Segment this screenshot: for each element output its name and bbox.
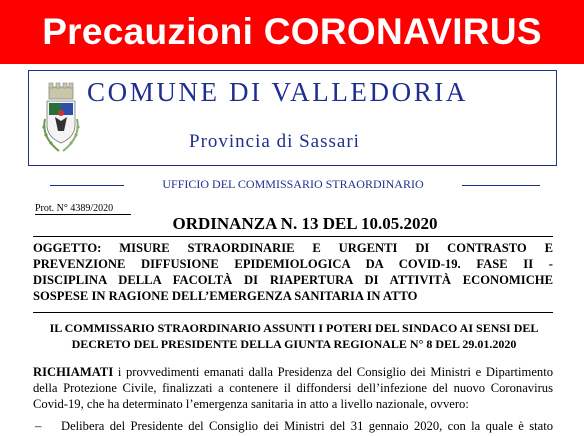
ordinance-title: ORDINANZA N. 13 DEL 10.05.2020: [172, 214, 438, 233]
paragraph-text: i provvedimenti emanati dalla Presidenza del Consiglio dei Ministri e Dipartimento: [113, 365, 553, 379]
commissioner-line: DECRETO DEL PRESIDENTE DELLA GIUNTA REGIONALE N° 8 DEL 29.01.2020: [71, 337, 517, 351]
list-dash: –: [35, 419, 42, 433]
provincia-name: Provincia di Sassari: [189, 131, 360, 152]
subject-line: SOSPESE IN RAGIONE DELL’EMERGENZA SANITARIA IN ATTO: [33, 289, 418, 303]
protocol-number: Prot. N° 4389/2020: [35, 203, 114, 214]
ufficio-title: UFFICIO DEL COMMISSARIO STRAORDINARIO: [162, 177, 424, 191]
coat-of-arms-icon: [37, 79, 85, 159]
protocol-underline: [35, 214, 131, 215]
paragraph-line: [33, 364, 553, 380]
ufficio-rule-right: [462, 185, 540, 186]
richiamati-paragraph: [33, 364, 553, 412]
richiamati-label: RICHIAMATI: [33, 365, 114, 379]
list-item-text: Delibera del Presidente del Consiglio dei Ministri del 31 gennaio 2020, con la quale è stato: [61, 419, 553, 433]
comune-name: COMUNE DI VALLEDORIA: [87, 77, 468, 107]
commissioner-heading: [40, 320, 548, 352]
paragraph-line: della Protezione Civile, finalizzati a contenere il diffondersi dell’infezione del nuovo Coronavirus: [33, 381, 553, 395]
banner-title: Precauzioni CORONAVIRUS: [42, 11, 542, 52]
subject-block: [33, 236, 553, 313]
commissioner-line: IL COMMISSARIO STRAORDINARIO ASSUNTI I POTERI DEL SINDACO AI SENSI DEL: [49, 321, 539, 335]
paragraph-line: Covid-19, che ha determinato l’emergenza sanitaria in atto a livello nazionale, ovvero:: [33, 397, 469, 411]
subject-line: PREVENZIONE DIFFUSIONE EPIDEMIOLOGICA DA COVID-19. FASE II -: [33, 257, 553, 271]
subject-line: OGGETTO: MISURE STRAORDINARIE E URGENTI DI CONTRASTO E: [33, 241, 553, 255]
subject-line: DISCIPLINA DELLA FACOLTÀ DI RIAPERTURA DI ATTIVITÀ ECONOMICHE: [33, 273, 553, 287]
warning-banner: [0, 0, 584, 64]
letterhead-box: [28, 70, 557, 166]
list-item: [33, 418, 553, 436]
ufficio-header: [50, 177, 540, 193]
ufficio-rule-left: [50, 185, 124, 186]
